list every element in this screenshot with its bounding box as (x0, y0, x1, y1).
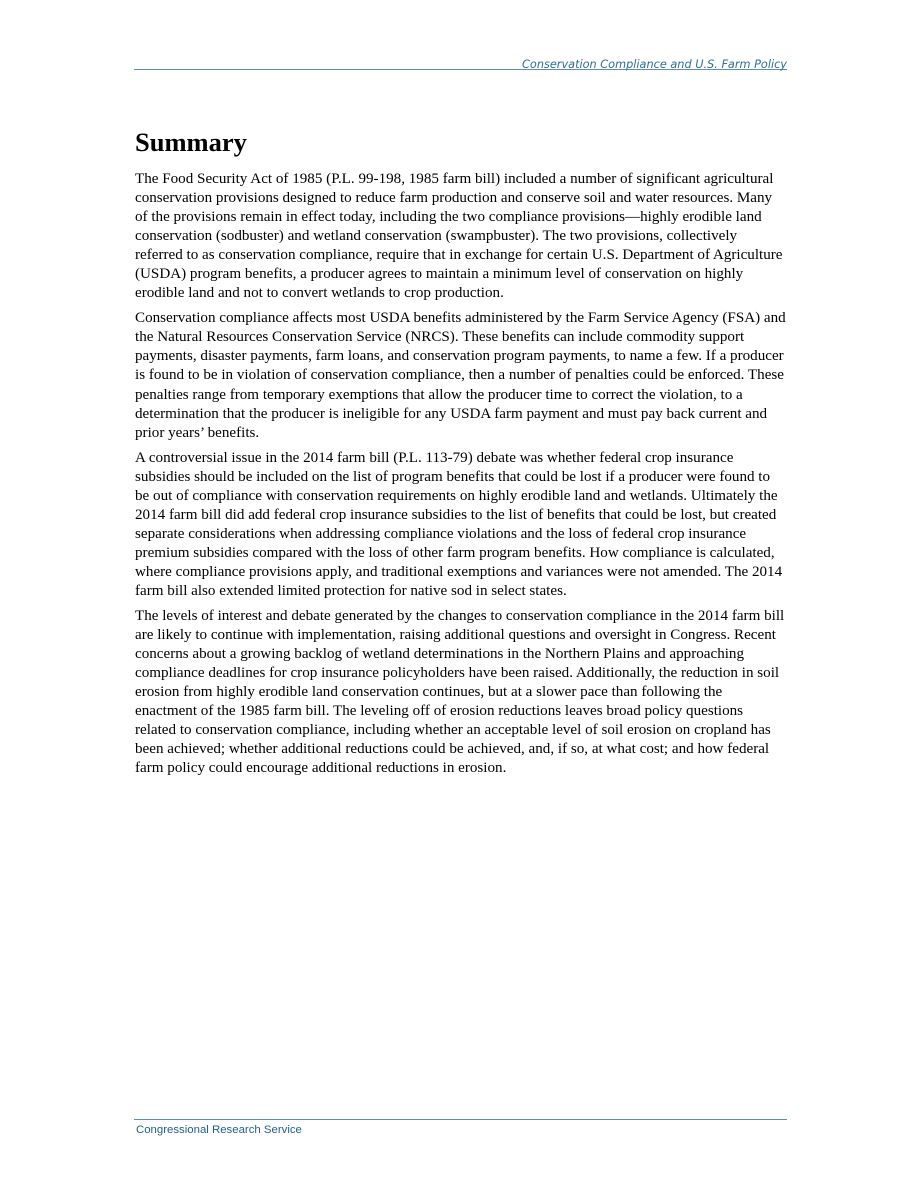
page-header (134, 54, 787, 70)
running-title: Conservation Compliance and U.S. Farm Policy (522, 58, 787, 71)
summary-paragraph-3: A controversial issue in the 2014 farm bill (P.L. 113-79) debate was whether federal crop insurance subsidies should be included on the list of program benefits that could be lost if a producer were found to be out of compliance with conservation requirements on highly erodible land and wetlands. Ultimately the 2014 farm bill did add federal crop insurance subsidies to the list of benefits that could be lost, but created separate considerations when addressing compliance violations and the loss of federal crop insurance premium subsidies compared with the loss of other farm program benefits. How compliance is calculated, where compliance provisions apply, and traditional exemptions and variances were not amended. The 2014 farm bill also extended limited protection for native sod in select states. (135, 449, 783, 599)
summary-paragraph-1: The Food Security Act of 1985 (P.L. 99-198, 1985 farm bill) included a number of significant agricultural conservation provisions designed to reduce farm production and conserve soil and water resources. Many of the provisions remain in effect today, including the two compliance provisions—highly erodible land conservation (sodbuster) and wetland conservation (swampbuster). The two provisions, collectively referred to as conservation compliance, require that in exchange for certain U.S. Department of Agriculture (USDA) program benefits, a producer agrees to maintain a minimum level of conservation on highly erodible land and not to convert wetlands to crop production. (135, 171, 783, 302)
summary-paragraph-2: Conservation compliance affects most USDA benefits administered by the Farm Service Agency (FSA) and the Natural Resources Conservation Service (NRCS). These benefits can include commodity support payments, disaster payments, farm loans, and conservation program payments, to name a few. If a producer is found to be in violation of conservation compliance, then a number of penalties could be enforced. These penalties range from temporary exemptions that allow the producer time to correct the violation, to a determination that the producer is ineligible for any USDA farm payment and must pay back current and prior years’ benefits. (135, 310, 786, 441)
summary-section (135, 124, 787, 784)
footer-organization: Congressional Research Service (136, 1124, 302, 1136)
section-heading: Summary (135, 127, 247, 157)
page-footer (134, 1119, 787, 1137)
summary-paragraph-4: The levels of interest and debate generated by the changes to conservation compliance in the 2014 farm bill are likely to continue with implementation, raising additional questions and oversight in Congress. Recent concerns about a growing backlog of wetland determinations in the Northern Plains and approaching compliance deadlines for crop insurance policyholders have been raised. Additionally, the reduction in soil erosion from highly erodible land conservation continues, but at a slower pace than following the enactment of the 1985 farm bill. The leveling off of erosion reductions leaves broad policy questions related to conservation compliance, including whether an acceptable level of soil erosion on cropland has been achieved; whether additional reductions could be achieved, and, if so, at what cost; and how federal farm policy could encourage additional reductions in erosion. (135, 608, 785, 777)
